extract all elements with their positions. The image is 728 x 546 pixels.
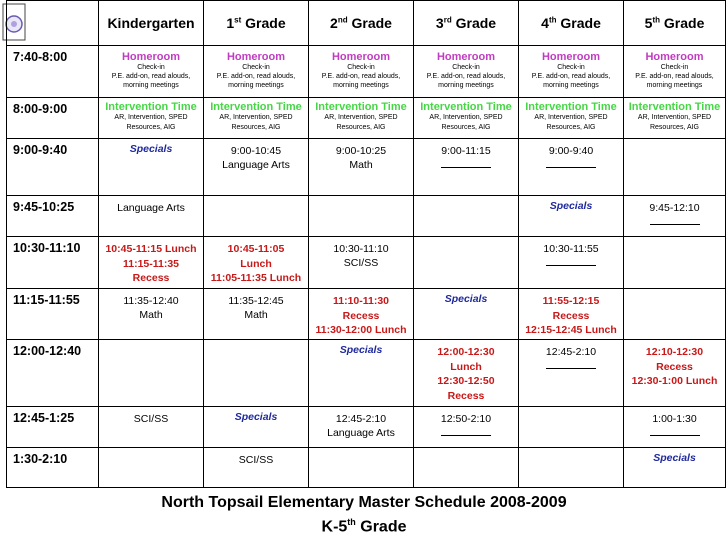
grade-header-1: 1st Grade [204, 1, 309, 46]
schedule-cell: 10:45-11:05 Lunch 11:05-11:35 Lunch [204, 237, 309, 289]
schedule-cell: 12:10-12:30 Recess 12:30-1:00 Lunch [624, 340, 726, 407]
time-cell: 9:00-9:40 [7, 139, 99, 196]
schedule-cell [204, 196, 309, 237]
time-cell: 10:30-11:10 [7, 237, 99, 289]
header-row [7, 1, 726, 46]
homeroom-cell: Homeroom Check-in P.E. add-on, read alouds, morning meetings [309, 46, 414, 98]
schedule-cell: 9:00-9:40 [519, 139, 624, 196]
intervention-cell: Intervention Time AR, Intervention, SPED Resources, AIG [99, 98, 204, 139]
table-row [7, 46, 726, 98]
schedule-cell [519, 196, 624, 237]
schedule-cell: 12:50-2:10 [414, 407, 519, 448]
homeroom-cell: Homeroom Check-in P.E. add-on, read alouds, morning meetings [204, 46, 309, 98]
time-cell: 11:15-11:55 [7, 289, 99, 340]
schedule-cell: 9:00-10:45 Language Arts [204, 139, 309, 196]
table-row [7, 237, 726, 289]
schedule-cell: 9:00-11:15 [414, 139, 519, 196]
specials-label: Specials [339, 344, 383, 356]
intervention-cell: Intervention Time AR, Intervention, SPED Resources, AIG [309, 98, 414, 139]
time-cell: 12:45-1:25 [7, 407, 99, 448]
schedule-cell: 10:45-11:15 Lunch 11:15-11:35 Recess [99, 237, 204, 289]
schedule-cell [624, 289, 726, 340]
time-cell: 12:00-12:40 [7, 340, 99, 407]
schedule-cell: 10:30-11:55 [519, 237, 624, 289]
grade-header-3: 3rd Grade [414, 1, 519, 46]
schedule-title: North Topsail Elementary Master Schedule 2008-2009 [161, 494, 567, 511]
homeroom-cell: Homeroom Check-in P.E. add-on, read alouds, morning meetings [624, 46, 726, 98]
specials-label: Specials [653, 452, 696, 464]
schedule-cell: 1:00-1:30 [624, 407, 726, 448]
table-row [7, 196, 726, 237]
blank-line [441, 431, 491, 436]
schedule-cell: 9:00-10:25 Math [309, 139, 414, 196]
homeroom-cell: Homeroom Check-in P.E. add-on, read alouds, morning meetings [99, 46, 204, 98]
blank-line [650, 431, 700, 436]
schedule-cell [309, 196, 414, 237]
intervention-cell: Intervention Time AR, Intervention, SPED Resources, AIG [414, 98, 519, 139]
schedule-cell: 12:45-2:10 Language Arts [309, 407, 414, 448]
blank-line [441, 163, 491, 168]
table-row [7, 407, 726, 448]
schedule-cell [99, 139, 204, 196]
schedule-cell [624, 139, 726, 196]
time-cell: 7:40-8:00 [7, 46, 99, 98]
table-row [7, 289, 726, 340]
schedule-cell: SCI/SS [99, 407, 204, 448]
schedule-cell [99, 448, 204, 488]
schedule-cell [204, 407, 309, 448]
schedule-table [6, 0, 726, 488]
homeroom-cell: Homeroom Check-in P.E. add-on, read alouds, morning meetings [519, 46, 624, 98]
schedule-cell [414, 196, 519, 237]
schedule-cell [309, 448, 414, 488]
grade-header-k: Kindergarten [99, 1, 204, 46]
schedule-cell: 9:45-12:10 [624, 196, 726, 237]
schedule-cell [309, 340, 414, 407]
specials-label: Specials [549, 200, 593, 212]
specials-label: Specials [234, 411, 278, 423]
schedule-cell [624, 448, 726, 488]
table-row [7, 98, 726, 139]
corner-cell [7, 1, 99, 46]
blank-line [546, 364, 596, 369]
schedule-cell: 11:35-12:45 Math [204, 289, 309, 340]
schedule-cell [519, 448, 624, 488]
specials-label: Specials [129, 143, 173, 155]
time-cell: 9:45-10:25 [7, 196, 99, 237]
schedule-cell: 11:55-12:15 Recess 12:15-12:45 Lunch [519, 289, 624, 340]
grade-header-5: 5th Grade [624, 1, 726, 46]
schedule-cell [414, 237, 519, 289]
schedule-cell: 11:10-11:30 Recess 11:30-12:00 Lunch [309, 289, 414, 340]
intervention-cell: Intervention Time AR, Intervention, SPED Resources, AIG [624, 98, 726, 139]
schedule-cell: 11:35-12:40 Math [99, 289, 204, 340]
schedule-cell [519, 407, 624, 448]
specials-label: Specials [444, 293, 488, 305]
table-row [7, 340, 726, 407]
schedule-cell: Language Arts [99, 196, 204, 237]
time-cell: 8:00-9:00 [7, 98, 99, 139]
blank-line [650, 220, 700, 225]
schedule-cell: 12:45-2:10 [519, 340, 624, 407]
intervention-cell: Intervention Time AR, Intervention, SPED Resources, AIG [519, 98, 624, 139]
blank-line [546, 261, 596, 266]
schedule-subtitle: K-5th Grade [321, 517, 407, 536]
grade-header-2: 2nd Grade [309, 1, 414, 46]
schedule-cell [624, 237, 726, 289]
intervention-cell: Intervention Time AR, Intervention, SPED Resources, AIG [204, 98, 309, 139]
table-row [7, 448, 726, 488]
schedule-cell [414, 448, 519, 488]
time-cell: 1:30-2:10 [7, 448, 99, 488]
schedule-cell [204, 340, 309, 407]
schedule-cell: SCI/SS [204, 448, 309, 488]
schedule-cell [99, 340, 204, 407]
homeroom-cell: Homeroom Check-in P.E. add-on, read alouds, morning meetings [414, 46, 519, 98]
schedule-cell: 10:30-11:10 SCI/SS [309, 237, 414, 289]
schedule-cell [414, 289, 519, 340]
blank-line [546, 163, 596, 168]
grade-header-4: 4th Grade [519, 1, 624, 46]
schedule-cell: 12:00-12:30 Lunch 12:30-12:50 Recess [414, 340, 519, 407]
table-row [7, 139, 726, 196]
